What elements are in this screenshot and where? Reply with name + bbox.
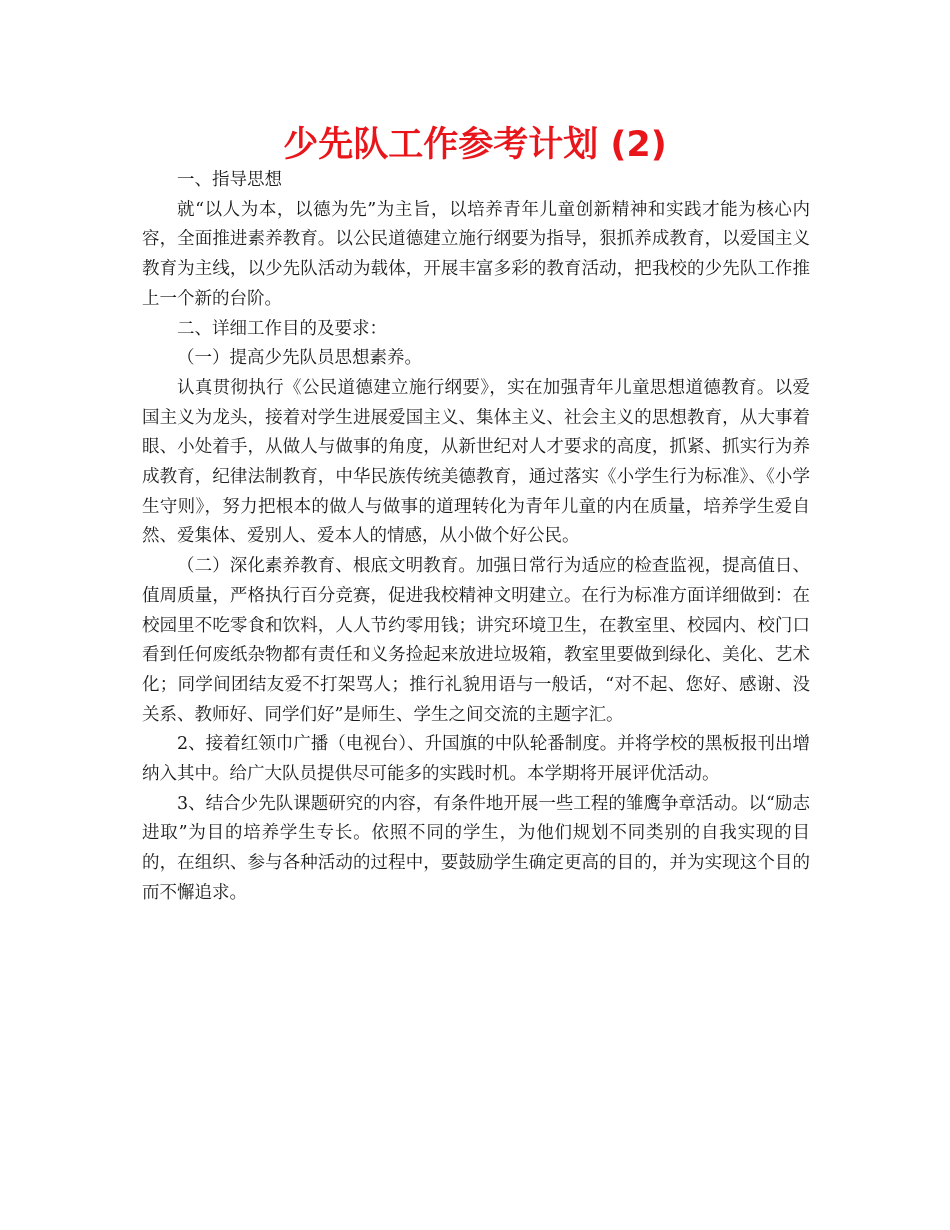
paragraph-guiding-thought: 就“以人为本，以德为先”为主旨，以培养青年儿童创新精神和实践才能为核心内容，全面推进素养教育。以公民道德建立施行纲要为指导，狠抓养成教育，以爱国主义教育为主线，以少先队活动为载体，开展丰富多彩的教育活动，把我校的少先队工作推上一个新的台阶。 [142,199,810,309]
section-heading-goals: 二、详细工作目的及要求： [177,318,387,339]
paragraph-broadcast: 2、接着红领巾广播（电视台）、升国旗的中队轮番制度。并将学校的黑板报刊出增纳入其中。给广大队员提供尽可能多的实践时机。本学期将开展评优活动。 [142,734,810,785]
paragraph-eagle-badge: 3、结合少先队课题研究的内容，有条件地开展一些工程的雏鹰争章活动。以“励志进取”为目的培养学生专长。依照不同的学生，为他们规划不同类别的自我实现的目的，在组织、参与各种活动的过程中，要鼓励学生确定更高的目的，并为实现这个目的而不懈追求。 [142,793,810,903]
paragraph-civility: （二）深化素养教育、根底文明教育。加强日常行为适应的检查监视，提高值日、值周质量，严格执行百分竞赛，促进我校精神文明建立。在行为标准方面详细做到：在校园里不吃零食和饮料，人人节约零用钱；讲究环境卫生，在教室里、校园内、校门口看到任何废纸杂物都有责任和义务捡起来放进垃圾箱，教室里要做到绿化、美化、艺术化；同学间团结友爱不打架骂人；推行礼貌用语与一般话，“对不起、您好、感谢、没关系、教师好、同学们好”是师生、学生之间交流的主题字汇。 [142,556,810,725]
subsection-heading-1: （一）提高少先队员思想素养。 [177,348,422,369]
document-body [142,166,810,909]
document-title: 少先队工作参考计划 (2) [283,125,667,165]
paragraph-ideology: 认真贯彻执行《公民道德建立施行纲要》，实在加强青年儿童思想道德教育。以爱国主义为龙头，接着对学生进展爱国主义、集体主义、社会主义的思想教育，从大事着眼、小处着手，从做人与做事的角度，从新世纪对人才要求的高度，抓紧、抓实行为养成教育，纪律法制教育，中华民族传统美德教育，通过落实《小学生行为标准》、《小学生守则》，努力把根本的做人与做事的道理转化为青年儿童的内在质量，培养学生爱自然、爱集体、爱别人、爱本人的情感，从小做个好公民。 [142,377,810,547]
section-heading-guiding-thought: 一、指导思想 [177,170,282,190]
